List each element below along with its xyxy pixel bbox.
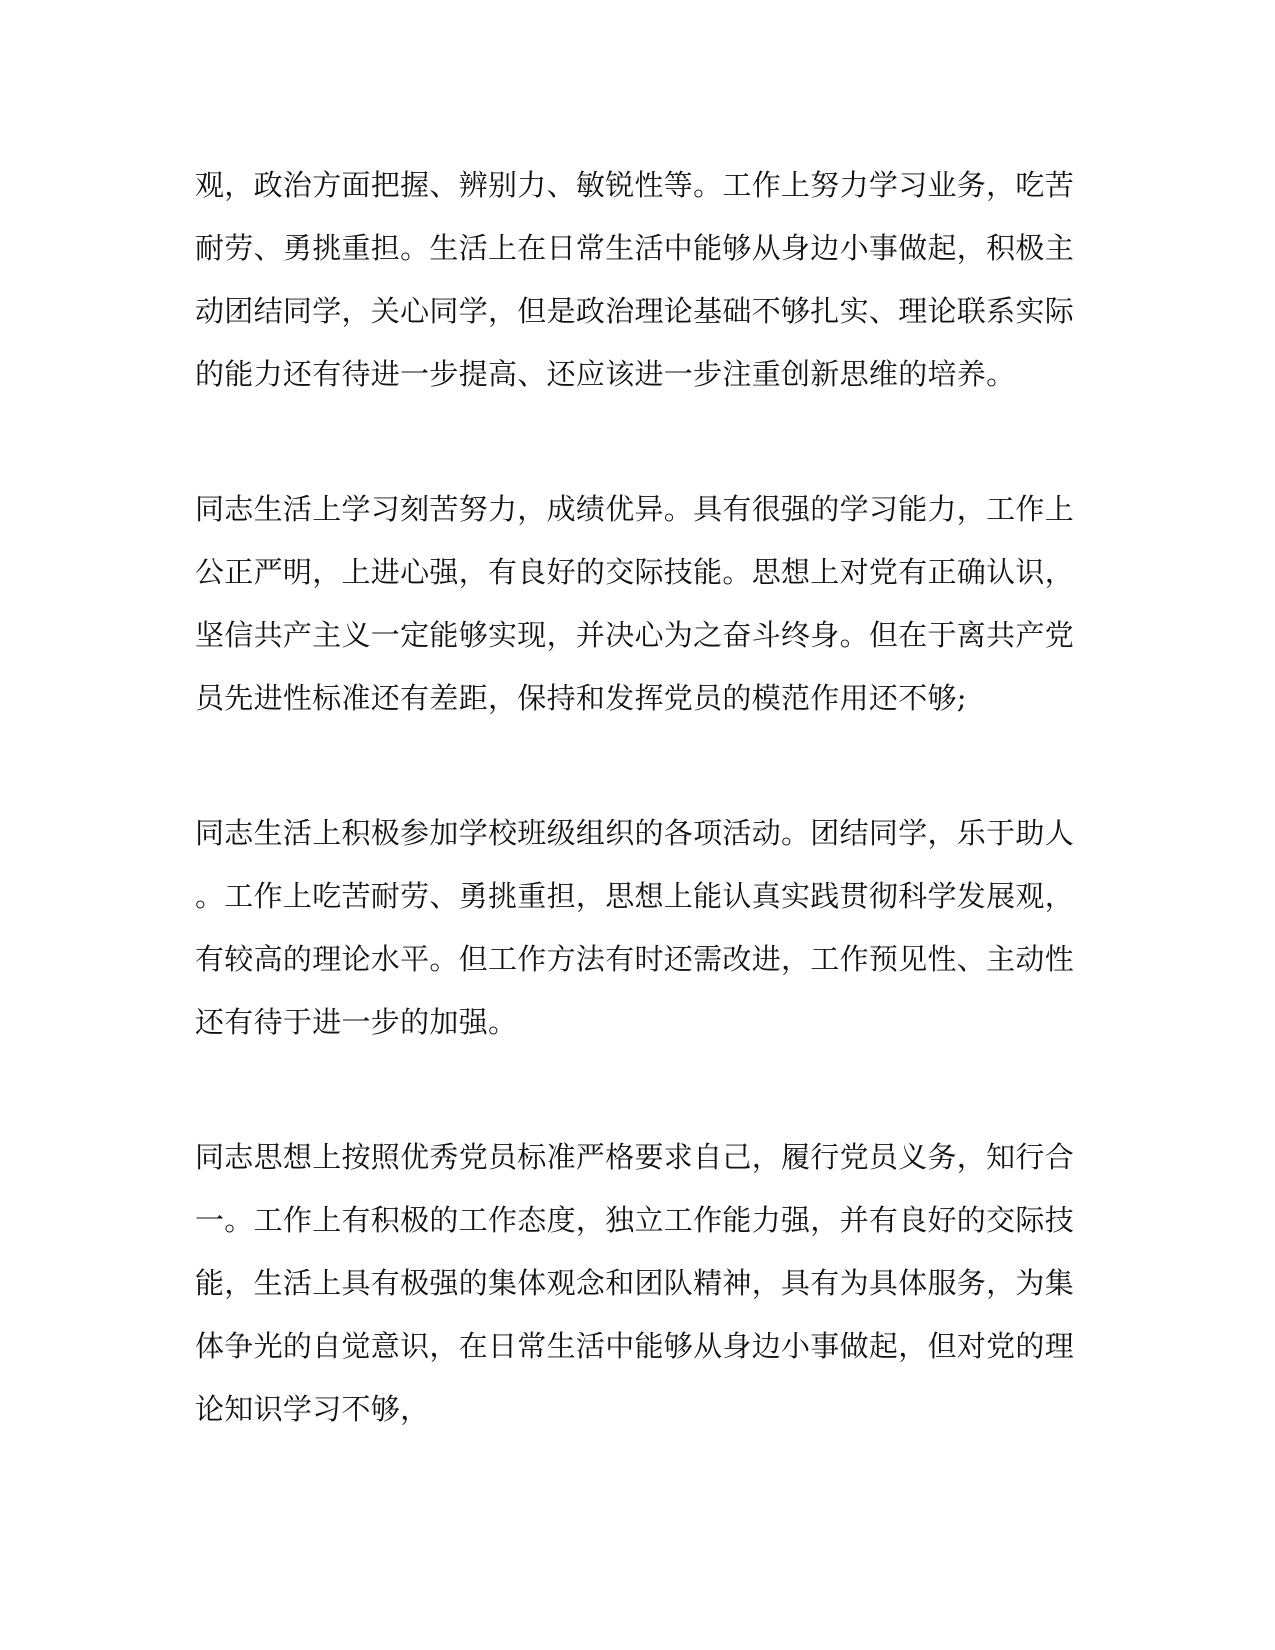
text-line: 观，政治方面把握、辨别力、敏锐性等。工作上努力学习业务，吃苦 <box>195 168 1075 202</box>
text-line: 。工作上吃苦耐劳、勇挑重担，思想上能认真实践贯彻科学发展观， <box>195 879 1075 913</box>
text-line: 的能力还有待进一步提高、还应该进一步注重创新思维的培养。 <box>195 357 1016 391</box>
paragraph-2 <box>195 478 1075 730</box>
text-line: 动团结同学，关心同学，但是政治理论基础不够扎实、理论联系实际 <box>195 294 1075 328</box>
text-line: 还有待于进一步的加强。 <box>195 1005 518 1039</box>
paragraph-1 <box>195 154 1075 406</box>
text-line: 耐劳、勇挑重担。生活上在日常生活中能够从身边小事做起，积极主 <box>195 231 1075 265</box>
paragraph-4 <box>195 1126 1075 1441</box>
text-line: 同志生活上学习刻苦努力，成绩优异。具有很强的学习能力，工作上 <box>195 492 1075 526</box>
text-line: 员先进性标准还有差距，保持和发挥党员的模范作用还不够; <box>195 681 967 715</box>
text-line: 坚信共产主义一定能够实现，并决心为之奋斗终身。但在于离共产党 <box>195 618 1075 652</box>
text-line: 公正严明，上进心强，有良好的交际技能。思想上对党有正确认识， <box>195 555 1075 589</box>
text-line: 论知识学习不够， <box>195 1392 430 1426</box>
text-line: 能，生活上具有极强的集体观念和团队精神，具有为具体服务，为集 <box>195 1266 1075 1300</box>
paragraph-3 <box>195 802 1075 1054</box>
text-line: 有较高的理论水平。但工作方法有时还需改进，工作预见性、主动性 <box>195 942 1075 976</box>
text-line: 同志生活上积极参加学校班级组织的各项活动。团结同学，乐于助人 <box>195 816 1075 850</box>
text-line: 体争光的自觉意识，在日常生活中能够从身边小事做起，但对党的理 <box>195 1329 1075 1363</box>
text-line: 一。工作上有积极的工作态度，独立工作能力强，并有良好的交际技 <box>195 1203 1075 1237</box>
text-line: 同志思想上按照优秀党员标准严格要求自己，履行党员义务，知行合 <box>195 1140 1075 1174</box>
